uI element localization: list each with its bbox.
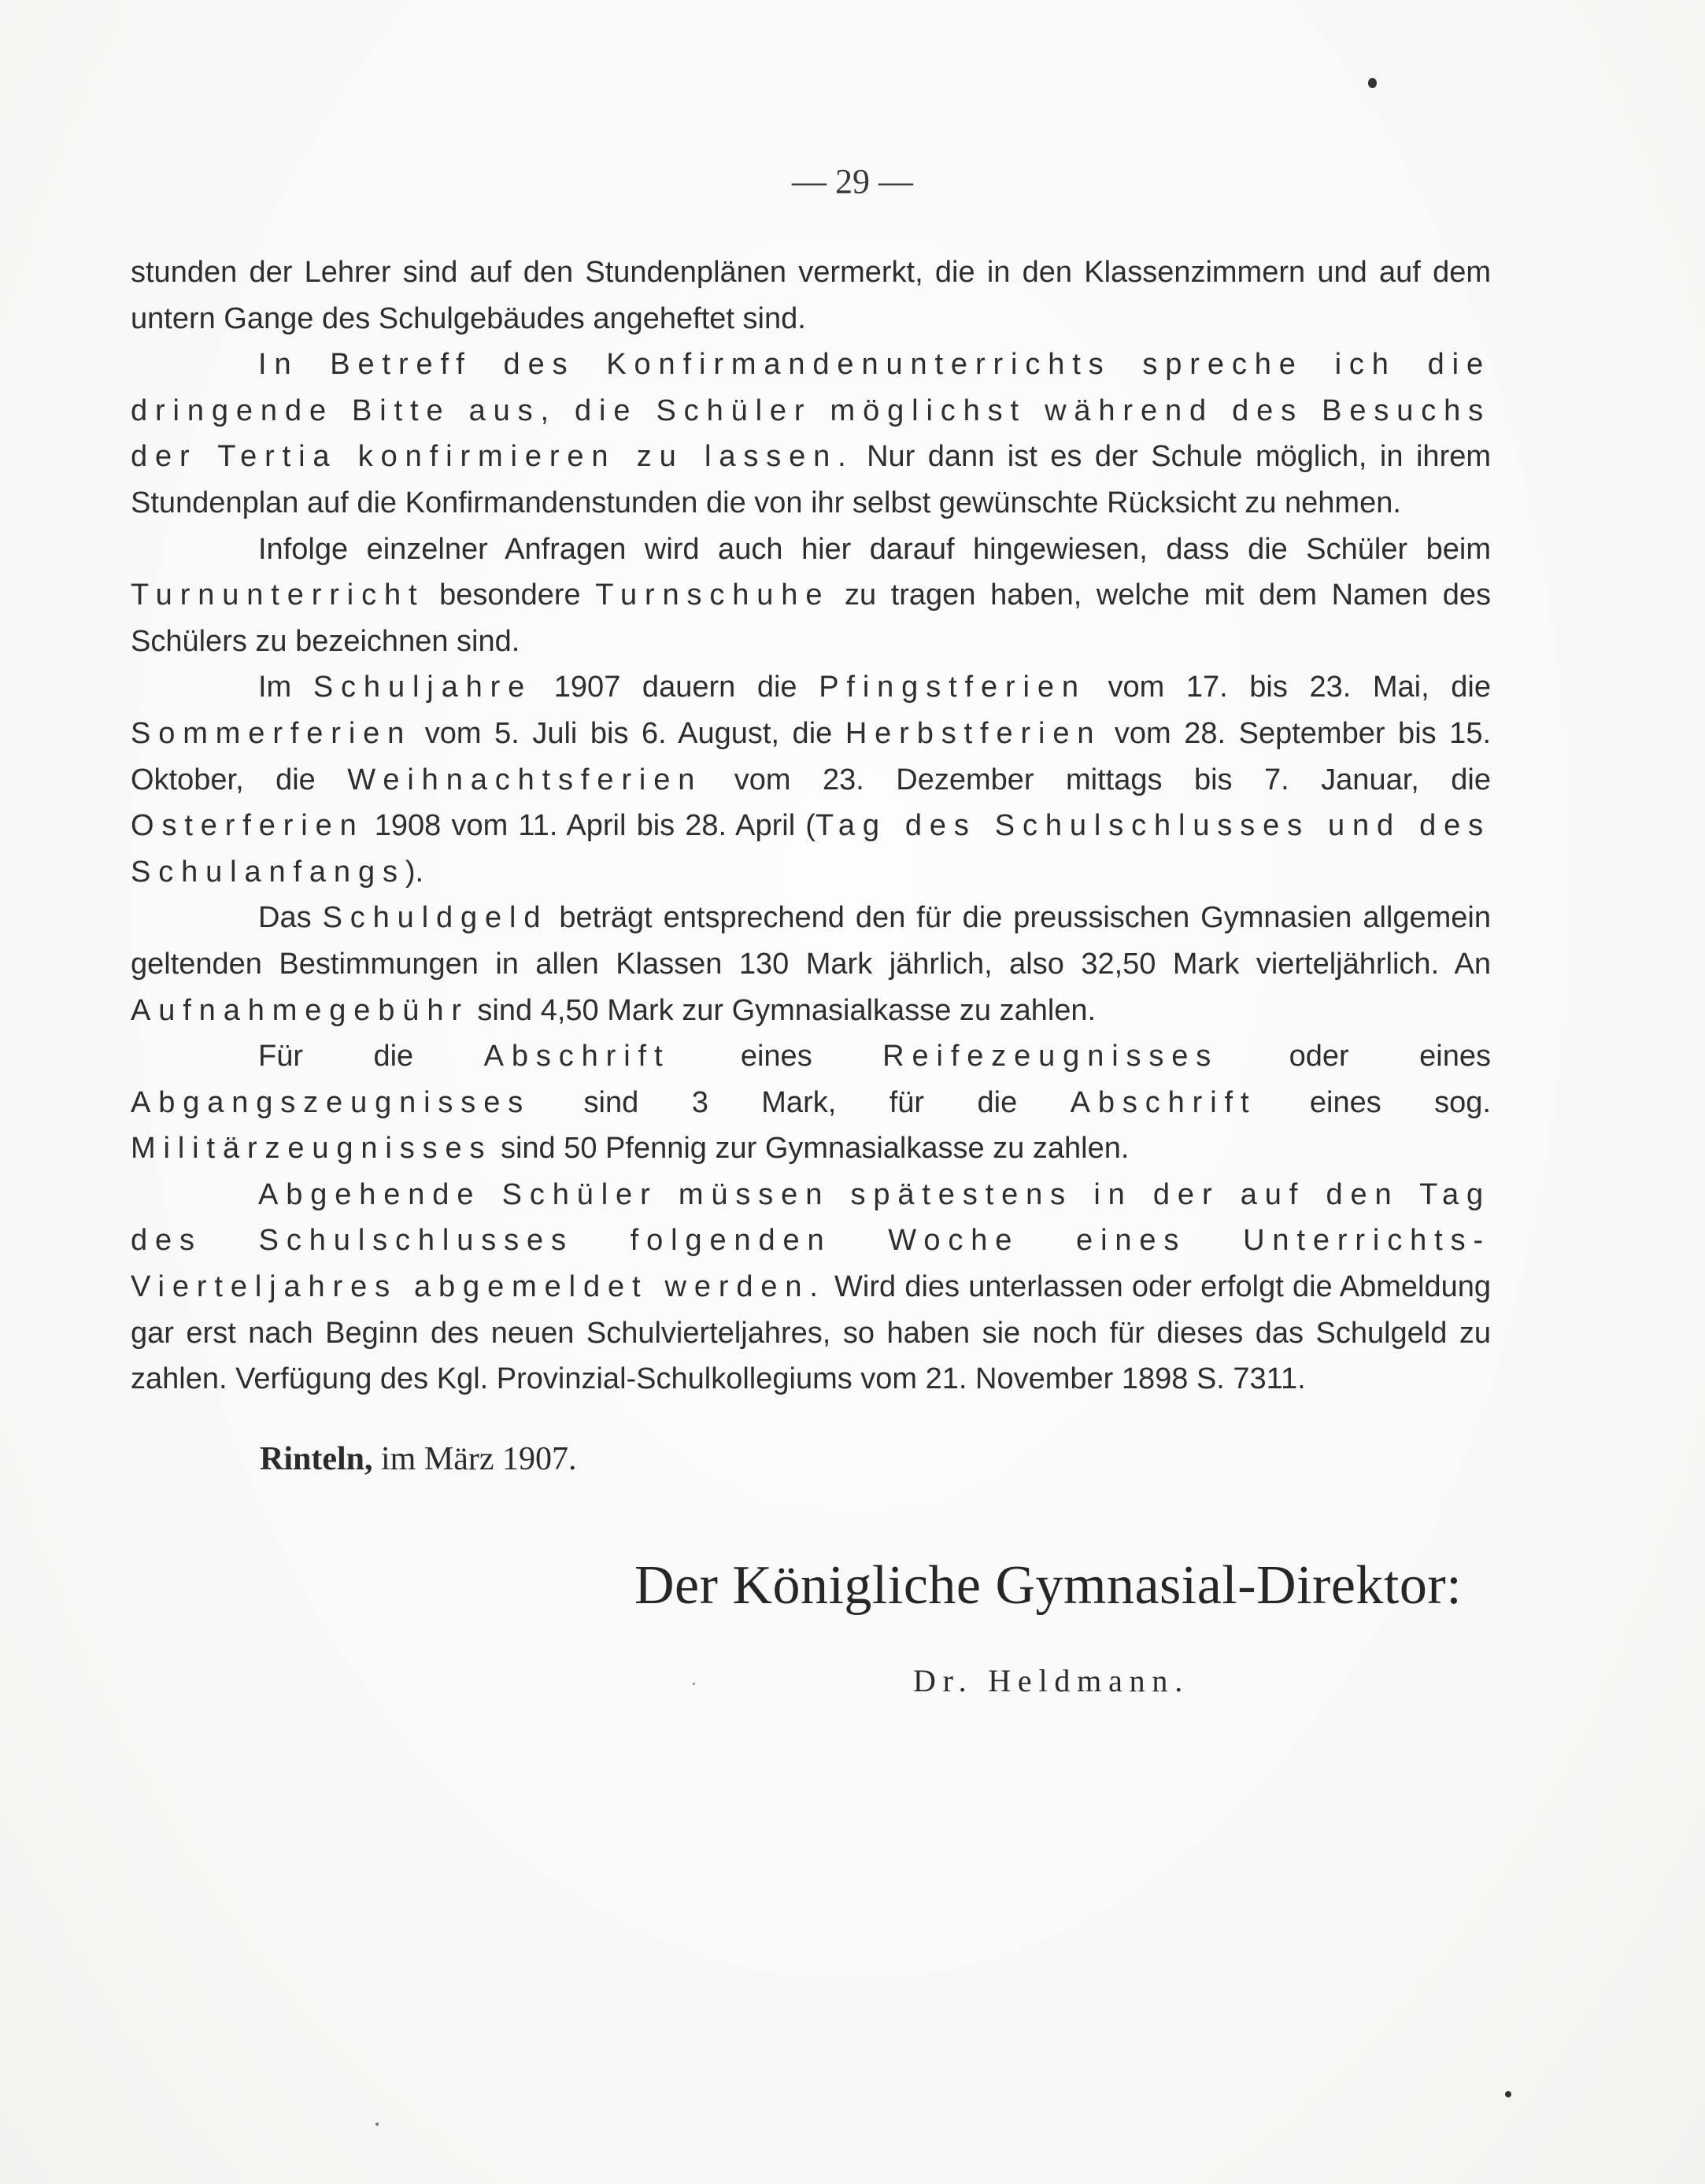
- text-run: beträgt entsprechend den für die preussischen Gymnasien allgemein geltenden Bestimmungen in allen Klassen 130 Mark jährlich, also 32,50 Mark vierteljährlich. An: [131, 901, 1491, 981]
- emphasized-run: Turnunterricht: [131, 578, 425, 612]
- emphasized-run: Turnschuhe: [595, 578, 830, 612]
- text-run: ).: [405, 855, 424, 889]
- text-run: Wird dies unterlassen oder erfolgt die Abmeldung gar erst nach Beginn des neuen Schulvierteljahres, so haben sie noch für dieses das Schulgeld zu zahlen. Verfügung des Kgl. Provinzial-Schulkollegiums vom 21. November 1898 S. 7311.: [131, 1270, 1492, 1396]
- emphasized-run: Abschrift: [483, 1040, 671, 1074]
- text-run: 1908 vom 11. April bis 28. April (: [364, 809, 816, 843]
- emphasized-run: Aufnahmegebühr: [131, 993, 469, 1027]
- signature-title: Der Königliche Gymnasial-Direktor:: [634, 1555, 1463, 1616]
- paragraph: [131, 895, 1491, 1033]
- emphasized-run: Pfingstferien: [819, 671, 1086, 704]
- page-number: — 29 —: [792, 162, 913, 201]
- text-run: vom 17. bis 23. Mai, die: [1086, 671, 1491, 704]
- emphasized-run: Sommerferien: [131, 716, 412, 750]
- text-run: Nur dann ist es der Schule möglich, in ihrem Stundenplan auf die Konfirmandenstunden die von ihr selbst gewünschte Rücksicht zu nehmen.: [131, 440, 1492, 519]
- paragraph: [131, 664, 1491, 895]
- text-run: zu tragen haben, welche mit dem Namen des Schülers zu bezeichnen sind.: [131, 578, 1491, 658]
- ink-speck: [693, 1683, 695, 1685]
- text-run: Für die: [258, 1040, 484, 1074]
- text-run: stunden der Lehrer sind auf den Stundenplänen vermerkt, die in den Klassenzimmern und auf dem untern Gange des Schulgebäudes angeheftet sind.: [131, 256, 1491, 335]
- emphasized-run: Abgangszeugnisses: [131, 1085, 531, 1119]
- text-run: eines: [670, 1040, 883, 1074]
- emphasized-run: Osterferien: [131, 809, 364, 843]
- place-date-line: [260, 1440, 576, 1478]
- body-text: [131, 249, 1491, 1402]
- emphasized-run: Abschrift: [1070, 1085, 1257, 1119]
- text-run: vom 23. Dezember mittags bis 7. Januar, die: [702, 763, 1491, 796]
- paragraph: [131, 1033, 1491, 1172]
- place-name: Rinteln,: [260, 1441, 373, 1477]
- ink-speck: [1368, 78, 1377, 88]
- text-run: Infolge einzelner Anfragen wird auch hier darauf hingewiesen, dass die Schüler beim: [258, 532, 1491, 566]
- paragraph: [131, 527, 1491, 665]
- text-run: besondere: [424, 578, 596, 612]
- emphasized-run: Militärzeugnisses: [131, 1132, 493, 1166]
- text-run: sind 50 Pfennig zur Gymnasialkasse zu zahlen.: [492, 1132, 1130, 1166]
- emphasized-run: Reifezeugnisses: [882, 1040, 1219, 1074]
- text-run: 1907 dauern die: [532, 671, 819, 704]
- paragraph: [131, 249, 1491, 342]
- text-run: Das: [258, 901, 323, 935]
- ink-speck: [1505, 2091, 1511, 2097]
- emphasized-run: In Betreff des Konfirmandenunterrichts spreche ich die dringende Bitte aus, die Schüler möglichst während des Besuchs der Tertia konfirmieren zu lassen.: [131, 348, 1491, 474]
- text-run: oder eines: [1219, 1040, 1492, 1074]
- emphasized-run: Schuldgeld: [322, 901, 549, 935]
- text-run: eines sog.: [1256, 1085, 1491, 1119]
- paragraph: [131, 342, 1491, 526]
- ink-speck: [375, 2123, 379, 2126]
- emphasized-run: Weihnachtsferien: [347, 763, 703, 796]
- text-run: sind 3 Mark, für die: [531, 1085, 1071, 1119]
- signature-name: Dr. Heldmann.: [913, 1663, 1190, 1698]
- emphasized-run: Abgehende Schüler müssen spätestens in der auf den Tag des Schulschlusses folgenden Woche eines Unterrichts-Vierteljahres abgemeldet werden.: [131, 1177, 1491, 1304]
- emphasized-run: Herbstferien: [845, 716, 1102, 750]
- paragraph: [131, 1172, 1491, 1402]
- emphasized-run: Tag des Schulschlusses und des Schulanfangs: [131, 809, 1491, 889]
- text-run: vom 5. Juli bis 6. August, die: [412, 716, 845, 750]
- date-text: im März 1907.: [372, 1441, 577, 1477]
- text-run: vom 28. September bis 15. Oktober, die: [131, 716, 1492, 796]
- text-run: sind 4,50 Mark zur Gymnasialkasse zu zahlen.: [468, 993, 1097, 1027]
- emphasized-run: Schuljahre: [313, 671, 533, 704]
- text-run: Im: [258, 671, 313, 704]
